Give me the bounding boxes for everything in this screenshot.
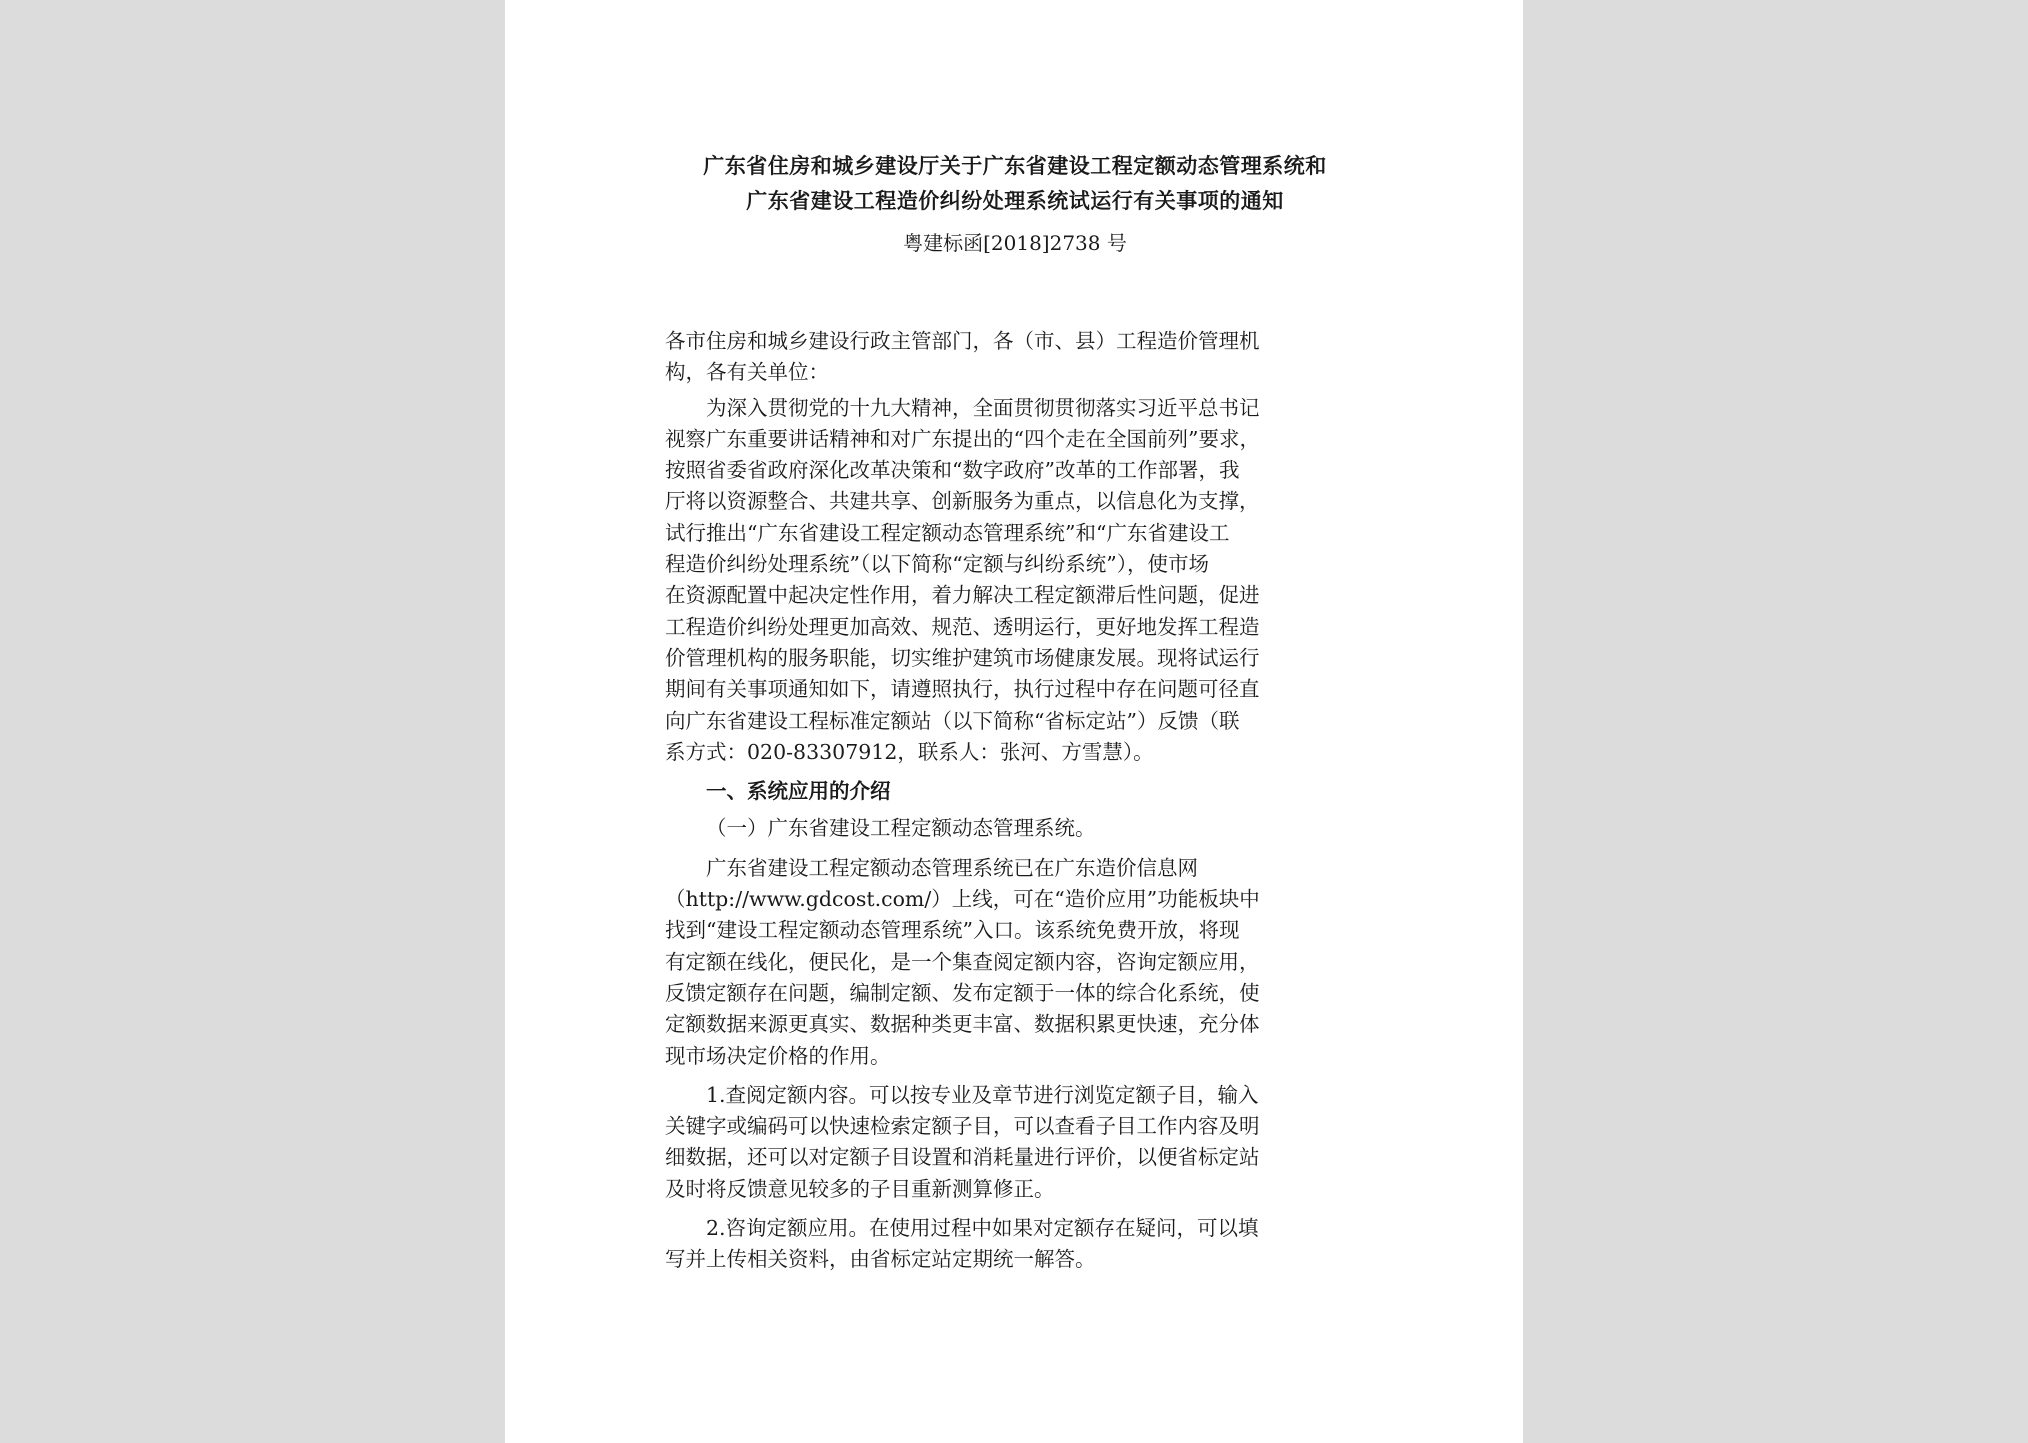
salutation-line: 构，各有关单位：	[665, 360, 829, 385]
paragraph-line: 按照省委省政府深化改革决策和“数字政府”改革的工作部署，我	[665, 458, 1240, 483]
intro-paragraph	[665, 393, 1365, 769]
subsection-heading: （一）广东省建设工程定额动态管理系统。	[706, 816, 1096, 841]
salutation-line: 各市住房和城乡建设行政主管部门，各（市、县）工程造价管理机	[665, 329, 1260, 353]
document-number: 粤建标函[2018]2738 号	[903, 231, 1127, 255]
subsection-paragraph	[665, 853, 1365, 1072]
paragraph-line: 工程造价纠纷处理更加高效、规范、透明运行，更好地发挥工程造	[665, 614, 1260, 639]
title-line: 广东省建设工程造价纠纷处理系统试运行有关事项的通知	[746, 188, 1284, 213]
paragraph-line: 找到“建设工程定额动态管理系统”入口。该系统免费开放，将现	[665, 918, 1240, 943]
document-content	[665, 148, 1365, 1276]
paragraph-line: 现市场决定价格的作用。	[665, 1043, 891, 1068]
paragraph-line: 反馈定额存在问题，编制定额、发布定额于一体的综合化系统，使	[665, 980, 1260, 1005]
paragraph-line: 为深入贯彻党的十九大精神，全面贯彻贯彻落实习近平总书记	[706, 395, 1260, 420]
list-item-paragraph	[665, 1213, 1365, 1276]
paragraph-line: 2.咨询定额应用。在使用过程中如果对定额存在疑问，可以填	[706, 1216, 1259, 1241]
paragraph-line: 期间有关事项通知如下，请遵照执行，执行过程中存在问题可径直	[665, 677, 1260, 702]
paragraph-line: 有定额在线化，便民化，是一个集查阅定额内容，咨询定额应用，	[665, 949, 1260, 974]
paragraph-line: 广东省建设工程定额动态管理系统已在广东造价信息网	[706, 855, 1198, 880]
paragraph-line: （http://www.gdcost.com/）上线，可在“造价应用”功能板块中	[665, 887, 1260, 912]
paragraph-line: 程造价纠纷处理系统”（以下简称“定额与纠纷系统”），使市场	[665, 552, 1209, 577]
paragraph-line: 及时将反馈意见较多的子目重新测算修正。	[665, 1176, 1055, 1201]
paragraph-line: 视察广东重要讲话精神和对广东提出的“四个走在全国前列”要求，	[665, 426, 1260, 451]
paragraph-line: 关键字或编码可以快速检索定额子目，可以查看子目工作内容及明	[665, 1114, 1260, 1139]
paragraph-line: 写并上传相关资料，由省标定站定期统一解答。	[665, 1247, 1096, 1272]
title-line: 广东省住房和城乡建设厅关于广东省建设工程定额动态管理系统和	[703, 153, 1327, 178]
paragraph-line: 厅将以资源整合、共建共享、创新服务为重点，以信息化为支撑，	[665, 489, 1260, 514]
document-title	[665, 148, 1365, 218]
paragraph-line: 价管理机构的服务职能，切实维护建筑市场健康发展。现将试运行	[665, 645, 1260, 670]
paragraph-line: 系方式：020-83307912，联系人：张河、方雪慧）。	[665, 739, 1154, 764]
document-page	[505, 0, 1523, 1443]
paragraph-line: 试行推出“广东省建设工程定额动态管理系统”和“广东省建设工	[665, 520, 1230, 545]
paragraph-line: 在资源配置中起决定性作用，着力解决工程定额滞后性问题，促进	[665, 583, 1260, 608]
paragraph-line: 向广东省建设工程标准定额站（以下简称“省标定站”）反馈（联	[665, 708, 1240, 733]
list-item-paragraph	[665, 1080, 1365, 1205]
paragraph-line: 定额数据来源更真实、数据种类更丰富、数据积累更快速，充分体	[665, 1012, 1260, 1037]
section-heading: 一、系统应用的介绍	[706, 779, 891, 804]
paragraph-line: 细数据，还可以对定额子目设置和消耗量进行评价，以便省标定站	[665, 1145, 1260, 1170]
paragraph-line: 1.查阅定额内容。可以按专业及章节进行浏览定额子目，输入	[706, 1082, 1259, 1107]
salutation	[665, 326, 1365, 389]
